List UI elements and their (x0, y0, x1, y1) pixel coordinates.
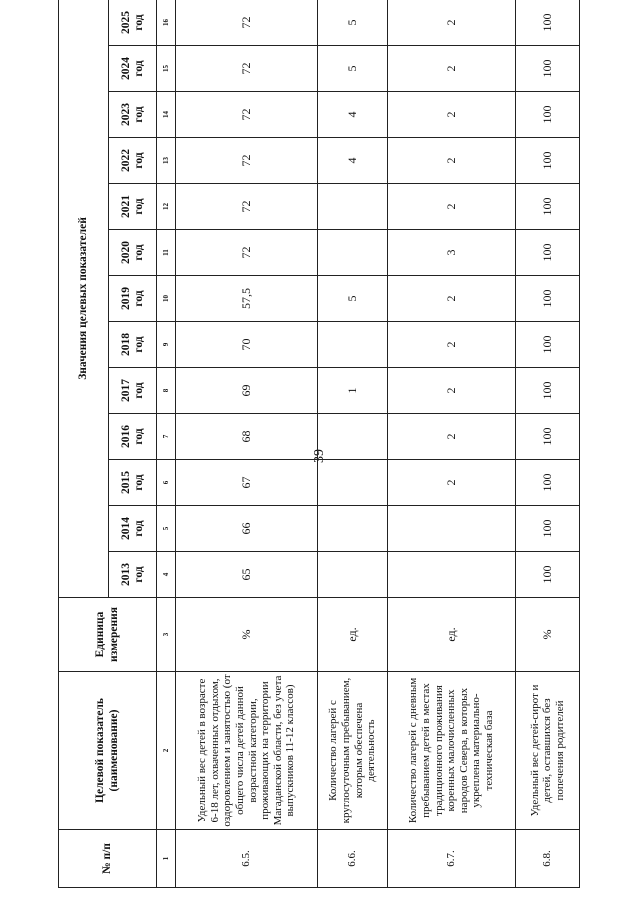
indicator-value: 100 (516, 184, 580, 230)
column-number: 8 (157, 368, 176, 414)
indicator-value (318, 414, 388, 460)
header-year: 2018 год (109, 322, 157, 368)
header-year: 2017 год (109, 368, 157, 414)
column-number: 12 (157, 184, 176, 230)
header-year: 2013 год (109, 552, 157, 598)
indicator-value (318, 506, 388, 552)
indicator-value: 100 (516, 0, 580, 46)
indicator-value (318, 184, 388, 230)
indicator-value: 65 (176, 552, 318, 598)
indicator-value (388, 552, 516, 598)
header-number: № п/п (59, 830, 157, 888)
indicator-value: 100 (516, 276, 580, 322)
table-row (318, 0, 388, 888)
header-year: 2016 год (109, 414, 157, 460)
indicator-value: 2 (388, 276, 516, 322)
row-number: 6.8. (516, 830, 580, 888)
indicator-value: 2 (388, 46, 516, 92)
indicator-value: 67 (176, 460, 318, 506)
indicator-value: 100 (516, 322, 580, 368)
indicator-value: 72 (176, 184, 318, 230)
indicator-value: 4 (318, 138, 388, 184)
indicator-unit: % (516, 598, 580, 672)
indicator-value: 66 (176, 506, 318, 552)
indicator-unit: % (176, 598, 318, 672)
column-number: 13 (157, 138, 176, 184)
indicator-value: 2 (388, 184, 516, 230)
row-number: 6.6. (318, 830, 388, 888)
indicator-value: 2 (388, 414, 516, 460)
indicator-value: 72 (176, 138, 318, 184)
header-year: 2014 год (109, 506, 157, 552)
indicators-table (58, 0, 580, 888)
indicator-value: 100 (516, 92, 580, 138)
indicator-value: 70 (176, 322, 318, 368)
header-year: 2015 год (109, 460, 157, 506)
indicator-unit: ед. (318, 598, 388, 672)
column-number: 1 (157, 830, 176, 888)
indicator-value: 100 (516, 414, 580, 460)
header-year: 2023 год (109, 92, 157, 138)
column-number: 4 (157, 552, 176, 598)
column-number: 11 (157, 230, 176, 276)
indicator-value: 1 (318, 368, 388, 414)
row-number: 6.5. (176, 830, 318, 888)
indicator-value: 100 (516, 506, 580, 552)
indicator-value (318, 322, 388, 368)
column-number: 6 (157, 460, 176, 506)
table-row (388, 0, 516, 888)
header-values-group: Значения целевых показателей (59, 0, 109, 598)
column-number: 15 (157, 46, 176, 92)
indicator-name: Количество лагерей с круглосуточным пребыванием, которым обеспечена деятельность (318, 672, 388, 830)
column-number: 2 (157, 672, 176, 830)
indicator-value: 72 (176, 230, 318, 276)
indicator-value: 2 (388, 368, 516, 414)
indicator-value: 3 (388, 230, 516, 276)
page-number: 39 (312, 449, 327, 463)
column-number: 5 (157, 506, 176, 552)
indicator-value: 100 (516, 138, 580, 184)
indicator-name: Удельный вес детей в возрасте 6-18 лет, охваченных отдыхом, оздоровлением и занятостью (от общего числа детей данной возрастной категории, проживающих на территории Магаданской области, без учета выпускников 11-12 классов) (176, 672, 318, 830)
column-number: 7 (157, 414, 176, 460)
header-year: 2022 год (109, 138, 157, 184)
indicator-name: Количество лагерей с дневным пребыванием детей в местах традиционного проживания коренных малочисленных народов Севера, в которых укреплена материально-техническая база (388, 672, 516, 830)
indicator-value: 100 (516, 230, 580, 276)
indicator-value: 69 (176, 368, 318, 414)
indicator-name: Удельный вес детей-сирот и детей, оставшихся без попечения родителей (516, 672, 580, 830)
indicator-value: 72 (176, 92, 318, 138)
header-year: 2024 год (109, 46, 157, 92)
header-year: 2019 год (109, 276, 157, 322)
indicator-value: 68 (176, 414, 318, 460)
column-number: 9 (157, 322, 176, 368)
column-number: 16 (157, 0, 176, 46)
header-year: 2021 год (109, 184, 157, 230)
indicator-unit: ед. (388, 598, 516, 672)
indicator-value: 100 (516, 552, 580, 598)
indicator-value: 100 (516, 46, 580, 92)
indicator-value: 72 (176, 0, 318, 46)
column-number: 14 (157, 92, 176, 138)
column-number: 3 (157, 598, 176, 672)
indicator-value (388, 506, 516, 552)
indicator-value: 72 (176, 46, 318, 92)
row-number: 6.7. (388, 830, 516, 888)
header-unit: Единица измерения (59, 598, 157, 672)
indicator-value: 5 (318, 0, 388, 46)
column-number: 10 (157, 276, 176, 322)
indicator-value: 57,5 (176, 276, 318, 322)
rotated-table-container (58, 12, 578, 888)
indicator-value: 100 (516, 460, 580, 506)
header-indicator: Целевой показатель (наименование) (59, 672, 157, 830)
table-row (176, 0, 318, 888)
indicator-value: 5 (318, 276, 388, 322)
indicator-value: 2 (388, 460, 516, 506)
indicator-value (318, 460, 388, 506)
indicator-value: 5 (318, 46, 388, 92)
indicator-value: 4 (318, 92, 388, 138)
indicator-value: 2 (388, 0, 516, 46)
header-year: 2025 год (109, 0, 157, 46)
indicator-value (318, 552, 388, 598)
indicator-value (318, 230, 388, 276)
header-year: 2020 год (109, 230, 157, 276)
indicator-value: 100 (516, 368, 580, 414)
indicator-value: 2 (388, 92, 516, 138)
indicator-value: 2 (388, 322, 516, 368)
indicator-value: 2 (388, 138, 516, 184)
table-row (516, 0, 580, 888)
